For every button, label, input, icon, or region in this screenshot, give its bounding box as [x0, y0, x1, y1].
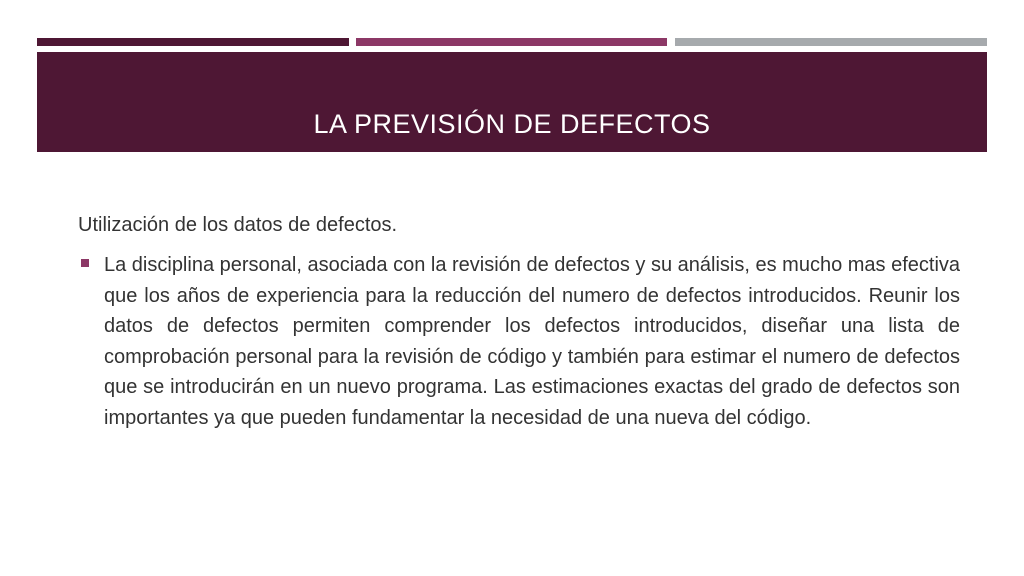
slide-title: LA PREVISIÓN DE DEFECTOS [313, 109, 711, 139]
bullet-text: La disciplina personal, asociada con la revisión de defectos y su análisis, es mucho mas efectiva que los años de experiencia para la reducción del numero de defectos introducidos. Reunir los datos de defectos permiten comprender los defectos introducidos, diseñar una lista de comprobación personal para la revisión de código y también para estimar el numero de defectos que se introducirán en un nuevo programa. Las estimaciones exactas del grado de defectos son importantes ya que pueden fundamentar la necesidad de una nueva del código. [104, 254, 961, 429]
slide-body [78, 212, 960, 434]
accent-bar-magenta [356, 38, 667, 46]
title-band [37, 52, 987, 152]
top-accent-bars [37, 38, 987, 46]
accent-bar-gray [675, 38, 987, 46]
accent-bar-dark [37, 38, 349, 46]
subheading: Utilización de los datos de defectos. [78, 214, 398, 236]
bullet-item [78, 250, 960, 434]
square-bullet-icon [81, 259, 89, 267]
